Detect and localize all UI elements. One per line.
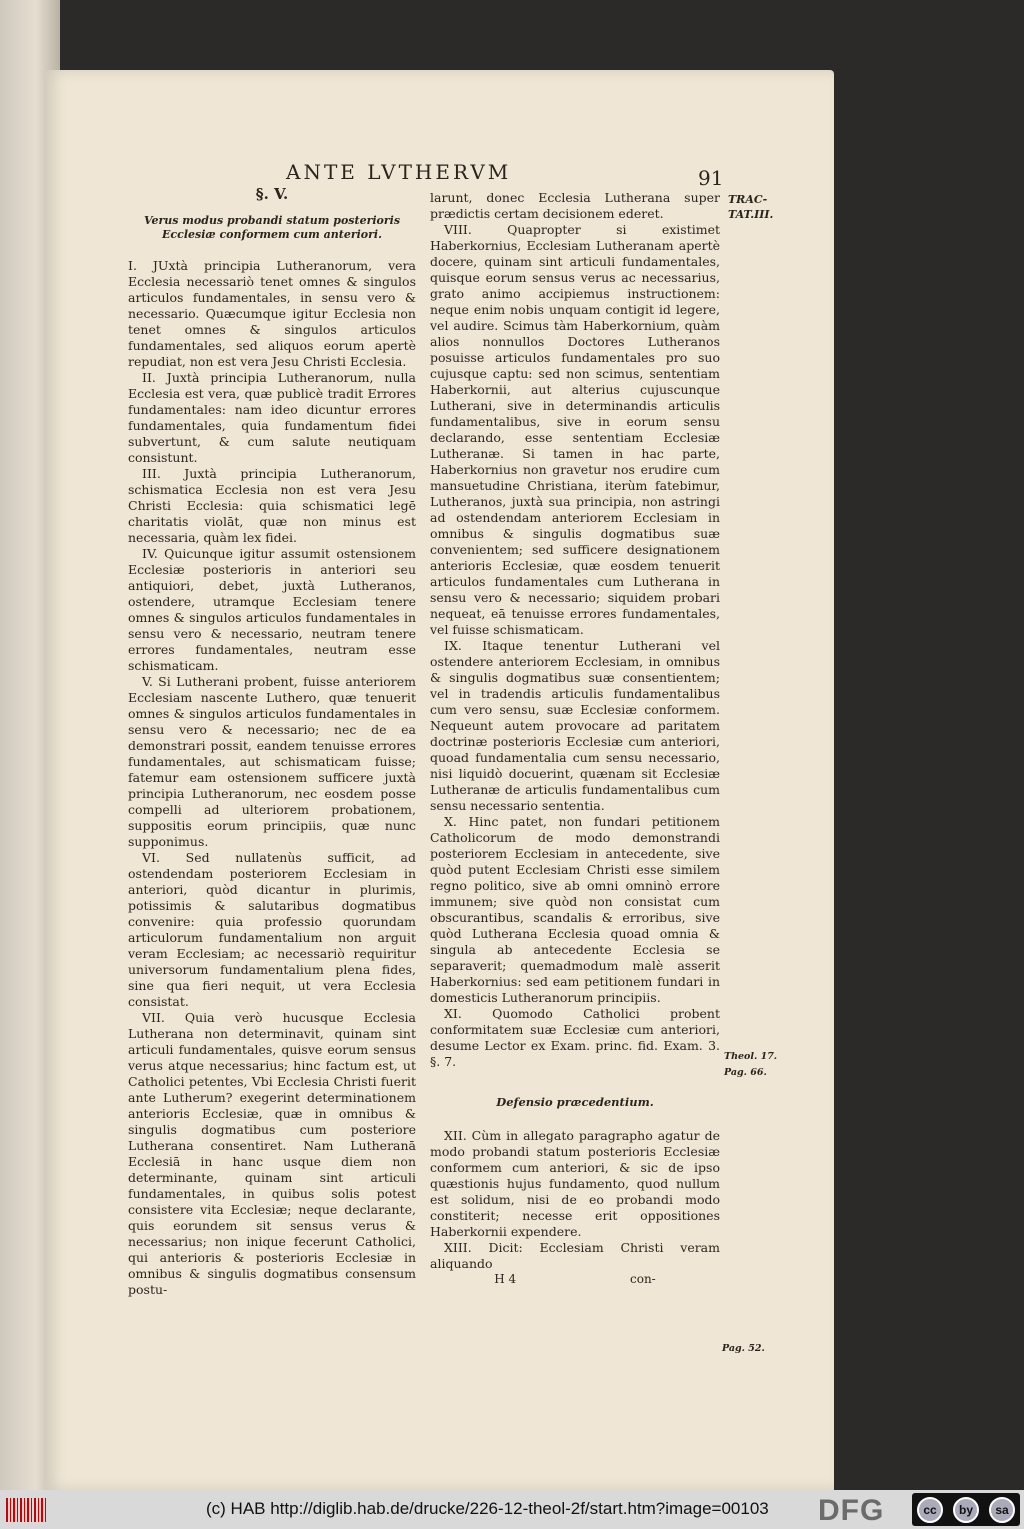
dfg-logo: DFG: [818, 1494, 885, 1527]
paragraph: V. Si Lutherani probent, fuisse anteriorem Ecclesiam nascente Luthero, quæ tenuerit omnes & singulos articulos fundamentales in sensu vero & necessario; nec de ea demonstrari possit, eandem tenuisse errores fundamentales, aut schismaticam fuisse; fatemur eam ostensionem sufficere juxtà principia Lutheranorum, nec eosdem posse compelli ad ulteriorem probationem, suppositis eorum principiis, quæ nunc supponimus.: [128, 674, 416, 849]
cc-license-badge[interactable]: [912, 1493, 1020, 1526]
signature: H 4: [494, 1272, 517, 1286]
paragraph: VIII. Quapropter si existimet Haberkornius, Ecclesiam Lutheranam apertè docere, quinam sint articuli fundamentales, quisque eorum sensus verus ac necessarius, grato animo accipiemus instructionem: neque enim nobis unquam contigit id legere, vel audire. Scimus tàm Haberkornium, quàm alios nonnullos Doctores Lutheranos posuisse articulos fundamentales pro suo cujusque captu: sed non scimus, sententiam Haberkornii, aut alterius cujuscunque Lutherani, sive in determinandis articulis fundamentalibus, sive in eorum sensu declarando, esse sententiam Ecclesiæ Lutheranæ. Si tamen in hac parte, Haberkornius non gravetur nos erudire cum mansuetudine Christiana, iterùm fatebimur, Lutheranos, juxtà sua principia, non astringi ad ostendendam anteriorem Ecclesiam in omnibus & singulis dogmatibus suæ convenientem; sed sufficere designationem anterioris Ecclesiæ, quæ eosdem tenuerit articulos fundamentales cum Lutherana in sensu vero & necessario; siquidem probari nequeat, eā tenuisse errores fundamentales, vel fuisse schismaticam.: [430, 222, 720, 637]
running-head: ANTE LVTHERVM: [286, 160, 512, 184]
barcode-icon: [6, 1498, 48, 1522]
paragraph: XIII. Dicit: Ecclesiam Christi veram aliquando: [430, 1240, 720, 1271]
cc-icon: cc: [917, 1497, 943, 1523]
margin-note-pag66: Pag. 66.: [724, 1067, 767, 1078]
paragraph: III. Juxtà principia Lutheranorum, schismatica Ecclesia non est vera Jesu Christi Ecclesia: quia schismatici legē charitatis violāt, quæ non minus est necessaria, quàm lex fidei.: [128, 466, 416, 545]
section-subheading: Verus modus probandi statum posterioris Ecclesiæ conformem cum anteriori.: [143, 214, 401, 241]
paragraph: II. Juxtà principia Lutheranorum, nulla Ecclesia est vera, quæ publicè tradit Errores fundamentales: nam ideo dicuntur errores fundamentales, quia fundamentum fidei subvertunt, & cum salute neutiquam consistunt.: [128, 370, 416, 465]
by-icon: by: [953, 1497, 979, 1523]
paragraph: XI. Quomodo Catholici probent conformitatem suæ Ecclesiæ cum anteriori, desume Lector ex Exam. princ. fid. Exam. 3. §. 7.: [430, 1006, 720, 1069]
copyright-link[interactable]: (c) HAB http://diglib.hab.de/drucke/226-12-theol-2f/start.htm?image=00103: [206, 1499, 769, 1518]
margin-note-theol: Theol. 17.: [724, 1051, 778, 1062]
paragraph: IV. Quicunque igitur assumit ostensionem Ecclesiæ posterioris in anteriori seu antiquiori, debet, juxtà Lutheranos, ostendere, utramque Ecclesiam tenere omnes & singulos articulos fundamentales in sensu vero & necessario, neutram tenere errores fundamentales, neutram esse schismaticam.: [128, 546, 416, 673]
margin-note-pag52: Pag. 52.: [722, 1343, 765, 1354]
sa-icon: sa: [989, 1497, 1015, 1523]
paragraph: VI. Sed nullatenùs sufficit, ad ostendendam posteriorem Ecclesiam in anteriori, quòd dicantur in plurimis, potissimis & salutaribus dogmatibus convenire: quia professio quorundam articulorum fundamentalium non arguit veram Ecclesiam; ac necessariò requiritur universorum fundamentalium plena fides, sine qua fieri nequit, ut vera Ecclesia consistat.: [128, 850, 416, 1009]
margin-line: TAT.III.: [728, 208, 774, 221]
section-number: §. V.: [255, 185, 289, 203]
left-column: [128, 180, 416, 1298]
signature-mark: [430, 1271, 720, 1287]
subsection-heading: Defensio præcedentium.: [496, 1095, 654, 1109]
paragraph: X. Hinc patet, non fundari petitionem Catholicorum de modo demonstrandi posteriorem Ecclesiam in antecedente, sive quòd putent Ecclesiam Christi esse similem regno politico, sive ab omni omninò errore immunem; sive quòd non consistat cum obscurantibus, scandalis & erroribus, sive quòd Lutherana Ecclesia quoad omnia & singula ab antecedente Ecclesia se separaverit; quemadmodum malè asserit Haberkornius: sed eam petitionem fundari in domesticis Lutheranorum principiis.: [430, 814, 720, 1005]
catchword: con-: [630, 1272, 656, 1286]
paragraph: IX. Itaque tenentur Lutherani vel ostendere anteriorem Ecclesiam, in omnibus & singulis dogmatibus suæ consentientem; vel in tradendis articulis fundamentalibus cum vero sensu, suæ Ecclesiæ conformem. Nequeunt autem provocare ad paritatem doctrinæ posterioris Ecclesiæ cum anteriori, quoad fundamentalia cum sensu necessario, nisi liquidò docuerint, quænam sit Ecclesiæ Lutheranæ de articulis fundamentalibus cum sensu necessario sententia.: [430, 638, 720, 813]
paragraph: XII. Cùm in allegato paragrapho agatur de modo probandi statum posterioris Ecclesiæ conformem cum anteriori, & sic de ipso quæstionis hujus fundamento, quod nullum est solidum, nisi de eo probandi modo constiterit; necesse erit oppositiones Haberkornii expendere.: [430, 1128, 720, 1239]
page-number: 91: [698, 166, 724, 190]
viewer-footer: [0, 1490, 1024, 1529]
paragraph: larunt, donec Ecclesia Lutherana super prædictis certam decisionem ederet.: [430, 190, 720, 221]
margin-tractatus: [728, 192, 773, 222]
paragraph: I. JUxtà principia Lutheranorum, vera Ecclesia necessariò tenet omnes & singulos articulos fundamentales, in sensu vero & necessario. Quæcumque igitur Ecclesia non tenet omnes & singulos articulos fundamentales, sed aliquos eorum apertè repudiat, non est vera Jesu Christi Ecclesia.: [128, 258, 416, 369]
margin-line: TRAC-: [728, 193, 768, 206]
paragraph: VII. Quia verò hucusque Ecclesia Lutherana non determinavit, quinam sint articuli fundamentales, quisve eorum sensus verus atque necessarius; hinc factum est, ut Catholici petentes, Vbi Ecclesia Christi fuerit ante Lutherum? exegerint determinationem anterioris Ecclesiæ, quæ in omnibus & singulis dogmatibus cum posteriore Lutherana consentiret. Nam Lutheranā Ecclesiā in hanc usque diem non determinante, quinam sint articuli fundamentales, in quibus solis potest consistere vita Ecclesiæ; neque declarante, quis eorundem sit sensus verus & necessarius; non inique fecerunt Catholici, qui anterioris & posterioris Ecclesiæ in omnibus & singulis dogmatibus consensum postu-: [128, 1010, 416, 1297]
right-column: [430, 190, 720, 1287]
